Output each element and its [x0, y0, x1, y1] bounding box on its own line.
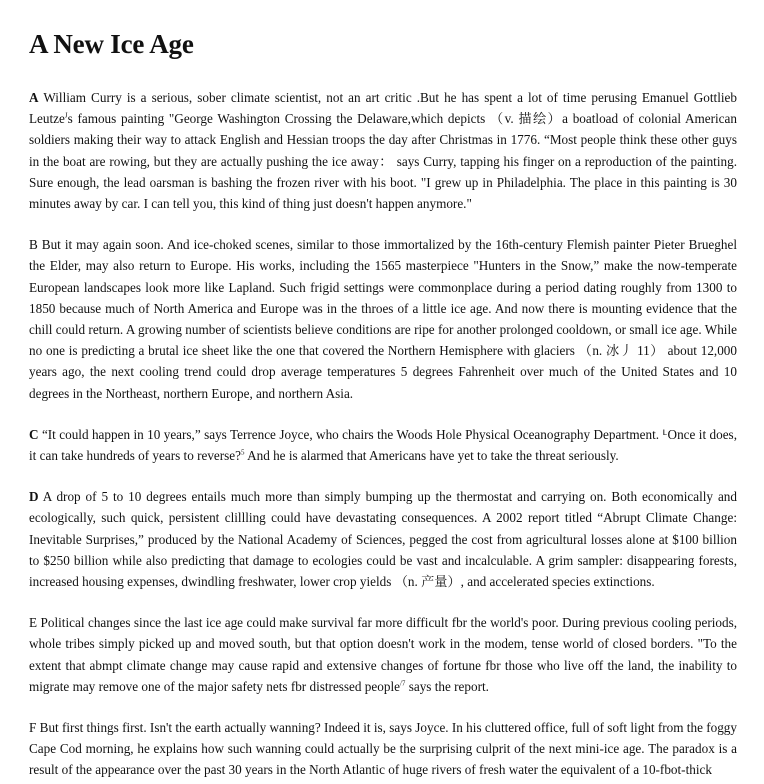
- paragraph-letter: F: [29, 720, 37, 736]
- paragraph-text: A drop of 5 to 10 degrees entails much more than simply bumping up the thermostat and carrying on. Both economically and ecologically, such quick, persistent clillling could have devastating consequences. A 2002 report titled “Abrupt Climate Change: Inevitable Surprises,” produced by the National Academy of Sciences, pegged the cost from agricultural losses alone at $100 billion to $250 billion while also predicting that damage to ecologies could be vast and incalculable. A grim sampler: disappearing forests, increased housing expenses, dwindling freshwater, lower crop yields （n. 产量）, and accelerated species extinctions.: [29, 489, 737, 590]
- paragraph-text: “It could happen in 10 years,” says Terrence Joyce, who chairs the Woods Hole Physical Oceanography Department. ᒻOnce it does, it can take hundreds of years to reverse?: [29, 426, 737, 464]
- paragraph-f: [29, 717, 737, 781]
- paragraph-letter: A: [29, 90, 39, 105]
- paragraph-text: William Curry is a serious, sober climate scientist, not an art critic .But he has spent a lot of time perusing Emanuel Gottlieb Leutze: [29, 90, 737, 127]
- paragraph-text: But it may again soon. And ice-choked scenes, similar to those immortalized by the 16th-century Flemish painter Pieter Brueghel the Elder, may also return to Europe. His works, including the 1565 masterpiece "Hunters in the Snow,” make the now-temperate European landscapes look more like Lapland. Such frigid settings were commonplace during a period dating roughly from 1300 to 1850 because much of North America and Europe was in the throes of a little ice age. And now there is mounting evidence that the chill could return. A growing number of scientists believe conditions are ripe for another prolonged cooldown, or small ice age. While no one is predicting a brutal ice sheet like the one that covered the Northern Hemisphere with glaciers （n. 冰丿 11） about 12,000 years ago, the next cooling trend could drop average temperatures 5 degrees Fahrenheit over much of the United States and 10 degrees in the Northeast, northern Europe, and northern Asia.: [29, 237, 737, 401]
- superscript-mark: /7: [399, 679, 406, 688]
- paragraph-text: But first things first. Isn't the earth actually wanning? Indeed it is, says Joyce. In his cluttered office, full of soft light from the foggy Cape Cod morning, he explains how such wanning could actually be the surprising culprit of the next mini-ice age. The paradox is a result of the appearance over the past 30 years in the North Atlantic of huge rivers of fresh water the equivalent of a 10-fbot-thick: [29, 720, 737, 778]
- paragraph-letter: C: [29, 426, 39, 442]
- paragraph-c: [29, 424, 737, 466]
- superscript-mark: 5: [241, 448, 245, 457]
- paragraph-e: [29, 612, 737, 697]
- paragraph-b: [29, 234, 737, 404]
- paragraph-text: Political changes since the last ice age could make survival far more difficult fbr the world's poor. During previous cooling periods, whole tribes simply picked up and moved south, but that option doesn't work in the modem, tense world of closed borders. "To the extent that abmpt climate change may cause rapid and extensive changes of fortune fbr those who live off the land, the inability to migrate may remove one of the major safety nets fbr distressed people: [29, 615, 737, 694]
- paragraph-letter: D: [29, 489, 39, 505]
- paragraph-text: And he is alarmed that Americans have yet to take the threat seriously.: [244, 448, 619, 464]
- document-page: [29, 0, 737, 781]
- paragraph-text: s famous painting "George Washington Crossing the Delaware,which depicts （v. 描绘）a boatload of colonial American soldiers making their way to attack English and Hessian troops the day after Christmas in 1776. “Most people think these other guys in the boat are rowing, but they are actually pushing the ice away： says Curry, tapping his finger on a reproduction of the painting. Sure enough, the lead oarsman is bashing the frozen river with his boot. "I grew up in Philadelphia. The place in this painting is 30 minutes away by car. I can tell you, this kind of thing just doesn't happen anymore.": [29, 111, 737, 212]
- paragraph-letter: E: [29, 615, 38, 631]
- paragraph-d: [29, 486, 737, 592]
- paragraph-letter: B: [29, 237, 38, 253]
- superscript-mark: J: [64, 111, 68, 120]
- paragraph-a: [29, 87, 737, 214]
- paragraph-text: says the report.: [405, 678, 489, 694]
- page-title: A New Ice Age: [29, 29, 194, 59]
